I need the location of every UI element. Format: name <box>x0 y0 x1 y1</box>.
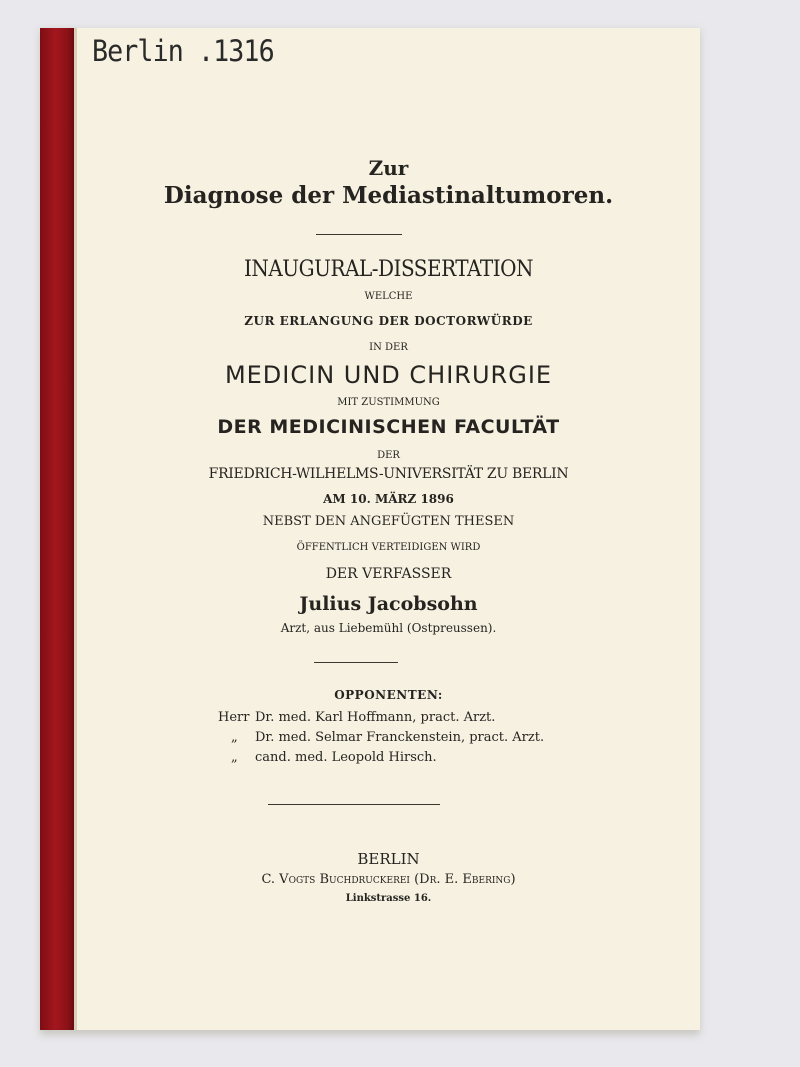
title-line-1: Zur <box>368 156 409 180</box>
mit-zustimmung-line: MIT ZUSTIMMUNG <box>337 397 440 408</box>
opponent-prefix: Herr <box>218 710 250 725</box>
opponent-prefix: „ <box>231 730 238 745</box>
divider-1 <box>316 234 402 235</box>
divider-2 <box>314 662 398 663</box>
doctor-line: ZUR ERLANGUNG DER DOCTORWÜRDE <box>244 314 533 328</box>
opponents-heading: OPPONENTEN: <box>334 688 443 702</box>
opponent-prefix: „ <box>231 750 238 765</box>
title-line-2: Diagnose der Mediastinaltumoren. <box>163 182 614 209</box>
der-line: DER <box>377 450 400 461</box>
divider-3 <box>268 804 440 805</box>
imprint-city: BERLIN <box>357 850 420 868</box>
opponent-row: Dr. med. Karl Hoffmann, pract. Arzt. <box>255 710 496 725</box>
field-line: MEDICIN UND CHIRURGIE <box>224 361 553 389</box>
imprint-printer: C. Vogts Buchdruckerei (Dr. E. Ebering) <box>261 872 516 887</box>
defend-line: ÖFFENTLICH VERTEIDIGEN WIRD <box>296 542 481 553</box>
in-der-line: IN DER <box>369 342 408 353</box>
library-stamp: Berlin .1316 <box>92 34 274 68</box>
opponent-row: Dr. med. Selmar Franckenstein, pract. Arzt. <box>255 730 545 745</box>
dissertation-heading: INAUGURAL-DISSERTATION <box>243 254 534 282</box>
author-info: Arzt, aus Liebemühl (Ostpreussen). <box>280 621 497 635</box>
author-label: DER VERFASSER <box>325 566 452 582</box>
theses-line: NEBST DEN ANGEFÜGTEN THESEN <box>262 514 515 529</box>
red-binding-spine <box>40 28 74 1030</box>
imprint-address: Linkstrasse 16. <box>345 893 432 904</box>
faculty-line: DER MEDICINISCHEN FACULTÄT <box>217 416 560 438</box>
date-line: AM 10. MÄRZ 1896 <box>323 492 454 506</box>
university-line: FRIEDRICH-WILHELMS-UNIVERSITÄT ZU BERLIN <box>208 466 569 482</box>
author-name: Julius Jacobsohn <box>299 593 478 615</box>
welche-line: WELCHE <box>364 291 413 302</box>
opponent-row: cand. med. Leopold Hirsch. <box>255 750 437 765</box>
